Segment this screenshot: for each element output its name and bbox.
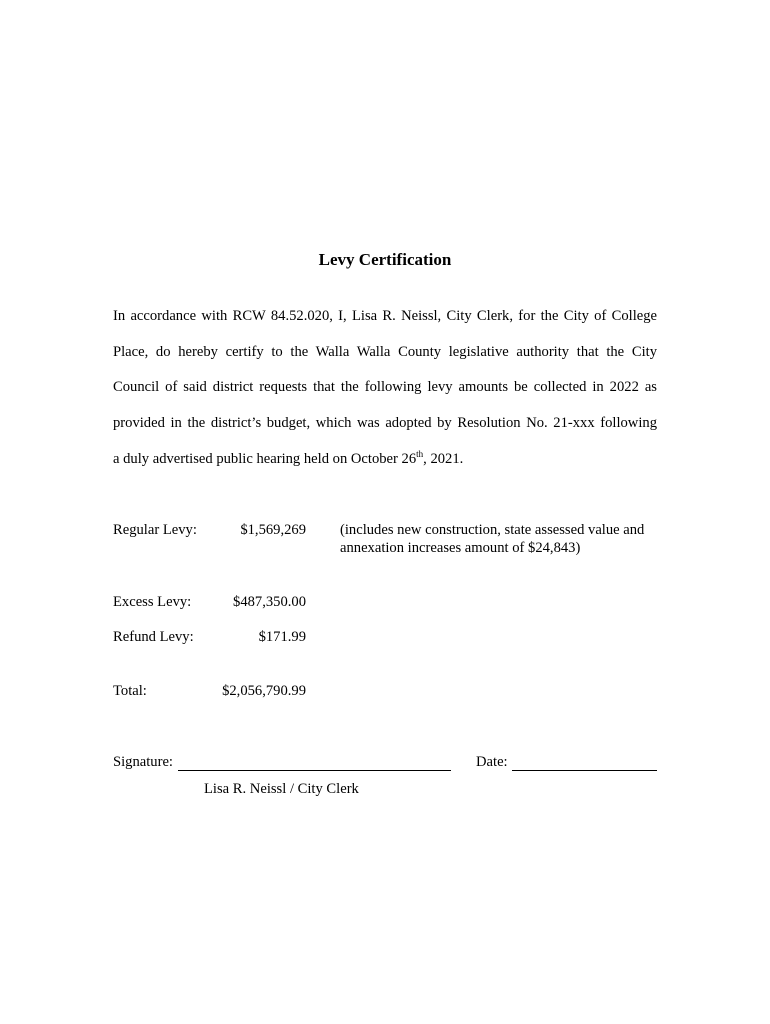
signer-name: Lisa R. Neissl / City Clerk [204,781,359,797]
body-line-2: Place, do hereby certify to the Walla Walla County legislative authority that the City [113,344,657,360]
regular-levy-note: (includes new construction, state assessed value and annexation increases amount of $24,843) [340,522,645,556]
signature-label: Signature: [113,754,173,770]
total-label: Total: [113,683,147,699]
signature-line [178,770,451,771]
document-title: Levy Certification [318,250,452,269]
regular-levy-label: Regular Levy: [113,522,197,538]
body-line-5-end: , 2021. [423,451,464,467]
body-line-5-text: a duly advertised public hearing held on October 26 [113,451,417,467]
date-label: Date: [476,754,508,770]
refund-levy-label: Refund Levy: [113,629,194,645]
body-line-4: provided in the district’s budget, which was adopted by Resolution No. 21-xxx following [113,415,657,431]
date-line [512,770,657,771]
body-line-5 [113,450,657,468]
ordinal-suffix: th [416,449,424,460]
excess-levy-label: Excess Levy: [113,594,192,610]
excess-levy-amount: $487,350.00 [233,594,306,610]
total-amount: $2,056,790.99 [222,683,306,699]
body-line-3: Council of said district requests that the following levy amounts be collected in 2022 as [113,379,657,395]
body-line-1: In accordance with RCW 84.52.020, I, Lisa R. Neissl, City Clerk, for the City of College [113,308,657,324]
regular-levy-amount: $1,569,269 [240,522,306,538]
refund-levy-amount: $171.99 [258,629,306,645]
